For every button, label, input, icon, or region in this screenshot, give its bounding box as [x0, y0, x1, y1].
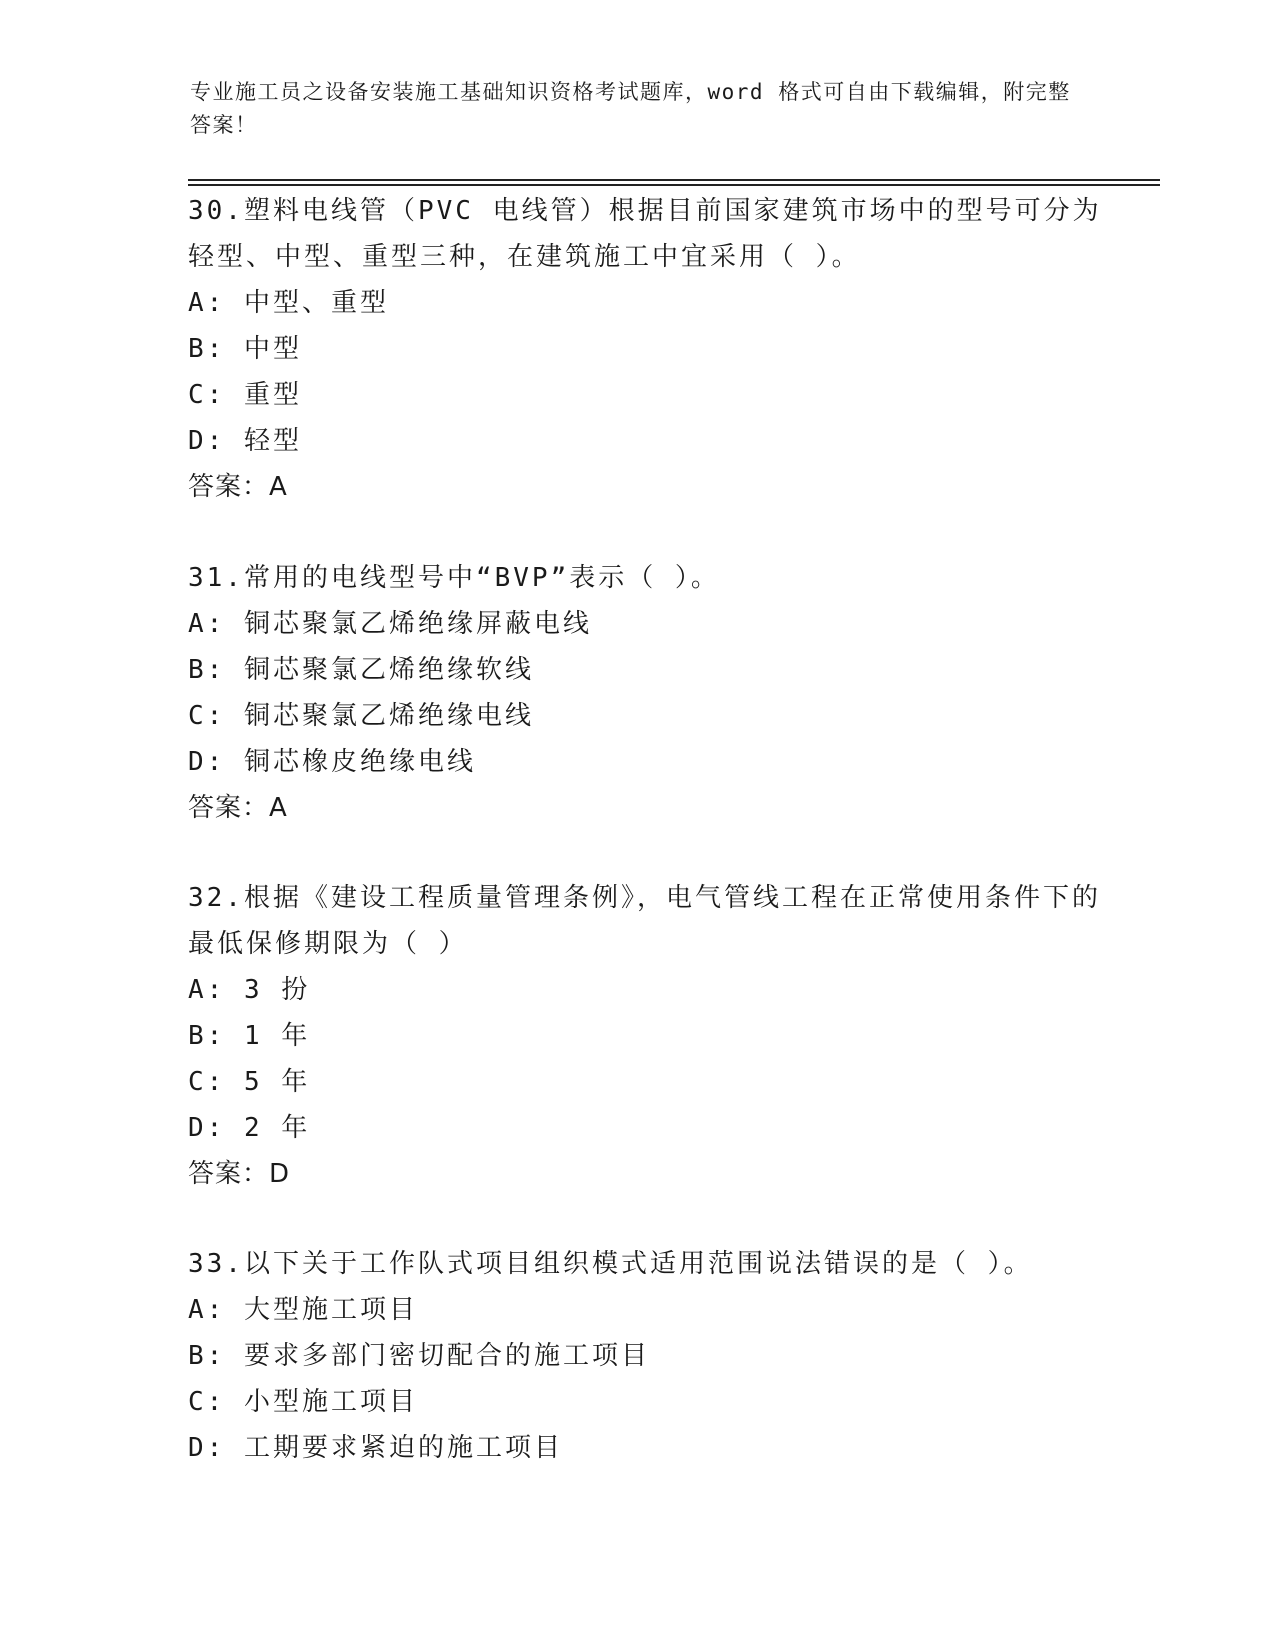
option-a: A: 大型施工项目 [188, 1295, 418, 1325]
option-c: C: 5 年 [188, 1067, 311, 1097]
question-text: 31.常用的电线型号中“BVP”表示（ ）。 [188, 563, 720, 593]
answer-label: 答案：D [188, 1159, 291, 1189]
option-d: D: 2 年 [188, 1113, 311, 1143]
option-a: A: 铜芯聚氯乙烯绝缘屏蔽电线 [188, 609, 592, 639]
option-d: D: 轻型 [188, 426, 302, 456]
option-b: B: 铜芯聚氯乙烯绝缘软线 [188, 655, 534, 685]
option-b: B: 要求多部门密切配合的施工项目 [188, 1341, 650, 1371]
question-text: 30.塑料电线管（PVC 电线管）根据目前国家建筑市场中的型号可分为轻型、中型、重型三种，在建筑施工中宜采用（ ）。 [188, 196, 1102, 272]
question-32 [188, 875, 1108, 1197]
answer-label: 答案：A [188, 472, 288, 502]
option-b: B: 1 年 [188, 1021, 311, 1051]
option-d: D: 工期要求紧迫的施工项目 [188, 1433, 563, 1463]
option-d: D: 铜芯橡皮绝缘电线 [188, 747, 476, 777]
document-header: 专业施工员之设备安装施工基础知识资格考试题库，word 格式可自由下载编辑，附完整答案！ [190, 80, 1071, 137]
question-33 [188, 1241, 1108, 1471]
option-c: C: 小型施工项目 [188, 1387, 418, 1417]
option-a: A: 3 扮 [188, 975, 311, 1005]
header-divider-top [188, 179, 1160, 181]
option-b: B: 中型 [188, 334, 302, 364]
question-30 [188, 188, 1108, 510]
question-text: 33.以下关于工作队式项目组织模式适用范围说法错误的是（ ）。 [188, 1249, 1033, 1279]
question-31 [188, 555, 1108, 831]
question-text: 32.根据《建设工程质量管理条例》，电气管线工程在正常使用条件下的最低保修期限为（ ） [188, 883, 1101, 959]
answer-label: 答案：A [188, 793, 288, 823]
option-c: C: 重型 [188, 380, 302, 410]
option-c: C: 铜芯聚氯乙烯绝缘电线 [188, 701, 534, 731]
option-a: A: 中型、重型 [188, 288, 389, 318]
header-divider-bottom [188, 184, 1160, 186]
